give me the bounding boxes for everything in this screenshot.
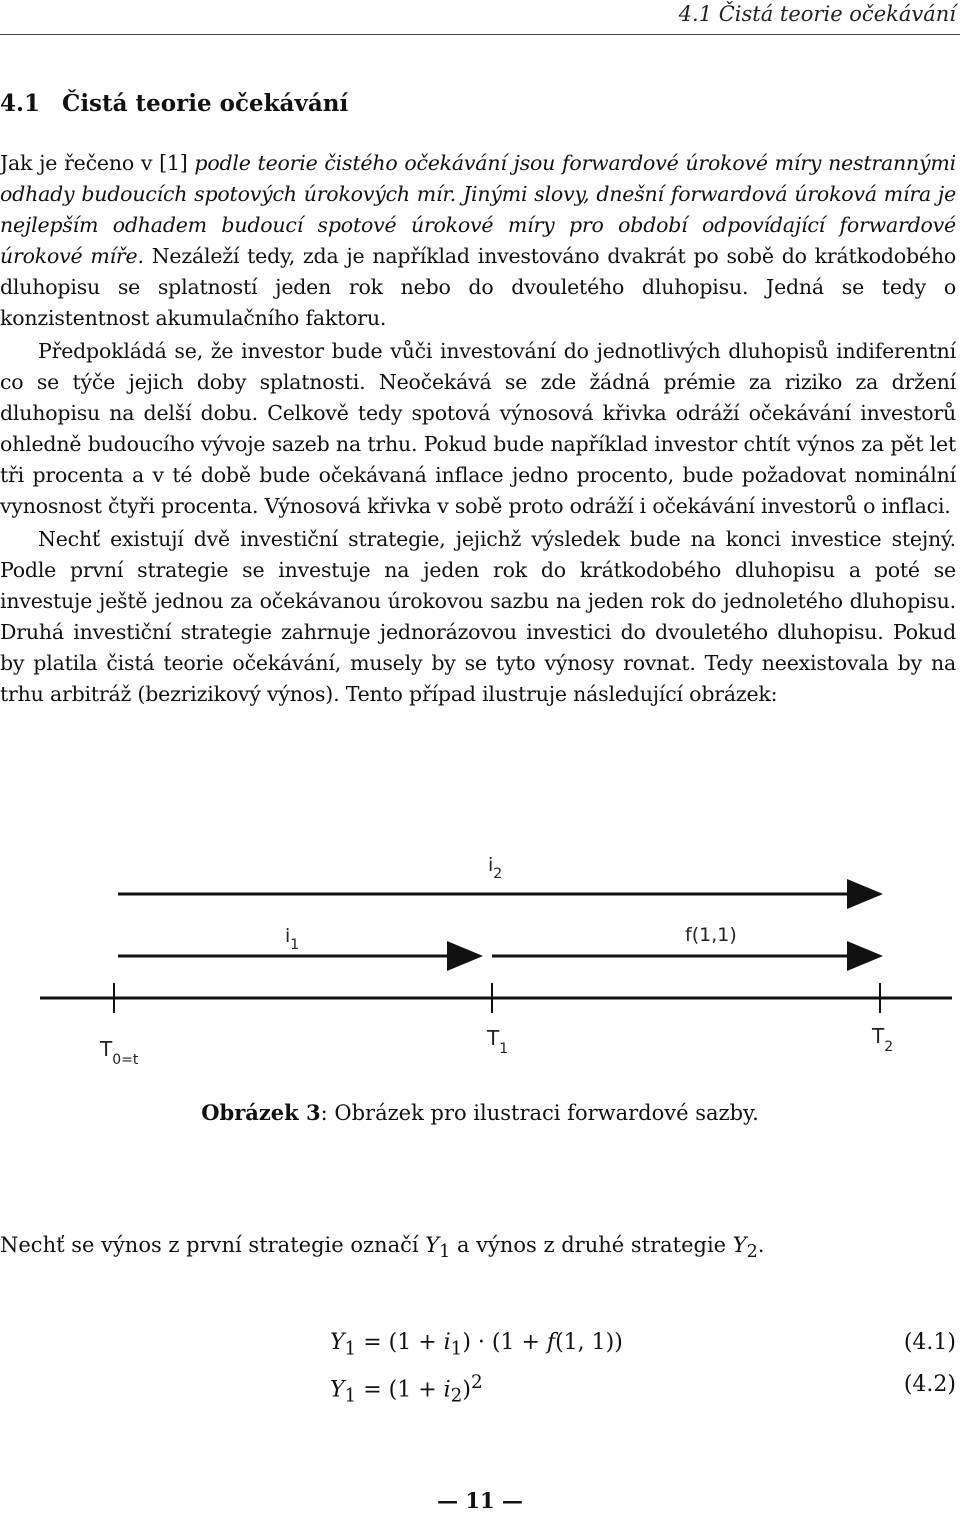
body-text: [0, 148, 956, 710]
section-number: 4.1: [0, 90, 41, 117]
caption-text: : Obrázek pro ilustraci forwardové sazby.: [320, 1101, 759, 1125]
forward-label: f(1,1): [685, 924, 737, 946]
equation-number: (4.1): [903, 1330, 956, 1355]
paragraph-1-quote: podle teorie čistého očekávání jsou forwardové úrokové míry nestrannými odhady budoucích spotových úrokových mír. Jinými slovy, dnešní forwardová úroková míra je nejlepším odhadem budoucí spotové úrokové míry pro období odpovídající forwardové úrokové míře.: [0, 151, 956, 268]
header-rule: [0, 34, 960, 35]
paragraph-4-part-2: a výnos z druhé strategie: [450, 1233, 733, 1257]
paragraph-4-part-3: .: [757, 1233, 765, 1257]
paragraph-1-start: Jak je řečeno v [1]: [0, 151, 195, 175]
page-number: — 11 —: [437, 1488, 523, 1513]
caption-label: Obrázek 3: [201, 1100, 321, 1125]
symbol-y1-sub: 1: [439, 1242, 451, 1263]
section-title: [0, 90, 348, 117]
t1-label: $T_1$: [487, 1026, 509, 1057]
paragraph-4: [0, 1233, 764, 1262]
paragraph-3: Nechť existují dvě investiční strategie, jejichž výsledek bude na konci investice stejný. Podle první strategie se investuje na jeden rok do krátkodobého dluhopisu a poté se investuje ještě jednou za očekávanou úrokovou sazbu na jeden rok do jednoletého dluhopisu. Druhá investiční strategie zahrnuje jednorázovou investici do dvouletého dluhopisu. Pokud by platila čistá teorie očekávání, musely by se tyto výnosy rovnat. Tedy neexistovala by na trhu arbitráž (bezrizikový výnos). Tento případ ilustruje následující obrázek:: [0, 527, 956, 706]
equation-number: (4.2): [903, 1372, 956, 1397]
symbol-y2-sub: 2: [746, 1242, 758, 1263]
forward-rate-figure: [0, 845, 960, 1085]
equation-body: $Y_1 = (1 + i_1) \cdot (1 + f(1$, 1)): [330, 1330, 623, 1360]
section-title-text: Čistá teorie očekávání: [62, 90, 349, 117]
t2-label: $T_2$: [872, 1024, 894, 1055]
symbol-y1: Y: [425, 1233, 440, 1257]
figure-caption: [0, 1100, 960, 1125]
i2-label: $i_2$: [488, 854, 503, 882]
paragraph-2: Předpokládá se, že investor bude vůči investování do jednotlivých dluhopisů indiferentní co se týče jejich doby splatnosti. Neočekává se zde žádná prémie za riziko za držení dluhopisu na delší dobu. Celkově tedy spotová výnosová křivka odráží očekávání investorů ohledně budoucího vývoje sazeb na trhu. Pokud bude například investor chtít výnos za pět let tři procenta a v té době bude očekávaná inflace jedno procento, bude požadovat nominální vynosnost čtyři procenta. Výnosová křivka v sobě proto odráží i očekávání investorů o inflaci.: [0, 339, 956, 518]
i1-label: $i_1$: [285, 925, 300, 953]
symbol-y2: Y: [732, 1233, 747, 1257]
paragraph-1: [0, 148, 956, 334]
running-head: 4.1 Čistá teorie očekávání: [678, 2, 956, 26]
equation-body: $Y_1 = (1 + i_2)^2$: [330, 1372, 483, 1407]
t0-label: $T_{0=t}$: [100, 1037, 139, 1068]
paragraph-4-part-1: Nechť se výnos z první strategie označí: [0, 1233, 426, 1257]
paragraph-1-end: Nezáleží tedy, zda je například investováno dvakrát po sobě do krátkodobého dluhopisu se splatností jeden rok nebo do dvouletého dluhopisu. Jedná se tedy o konzistentnost akumulačního faktoru.: [0, 244, 956, 330]
